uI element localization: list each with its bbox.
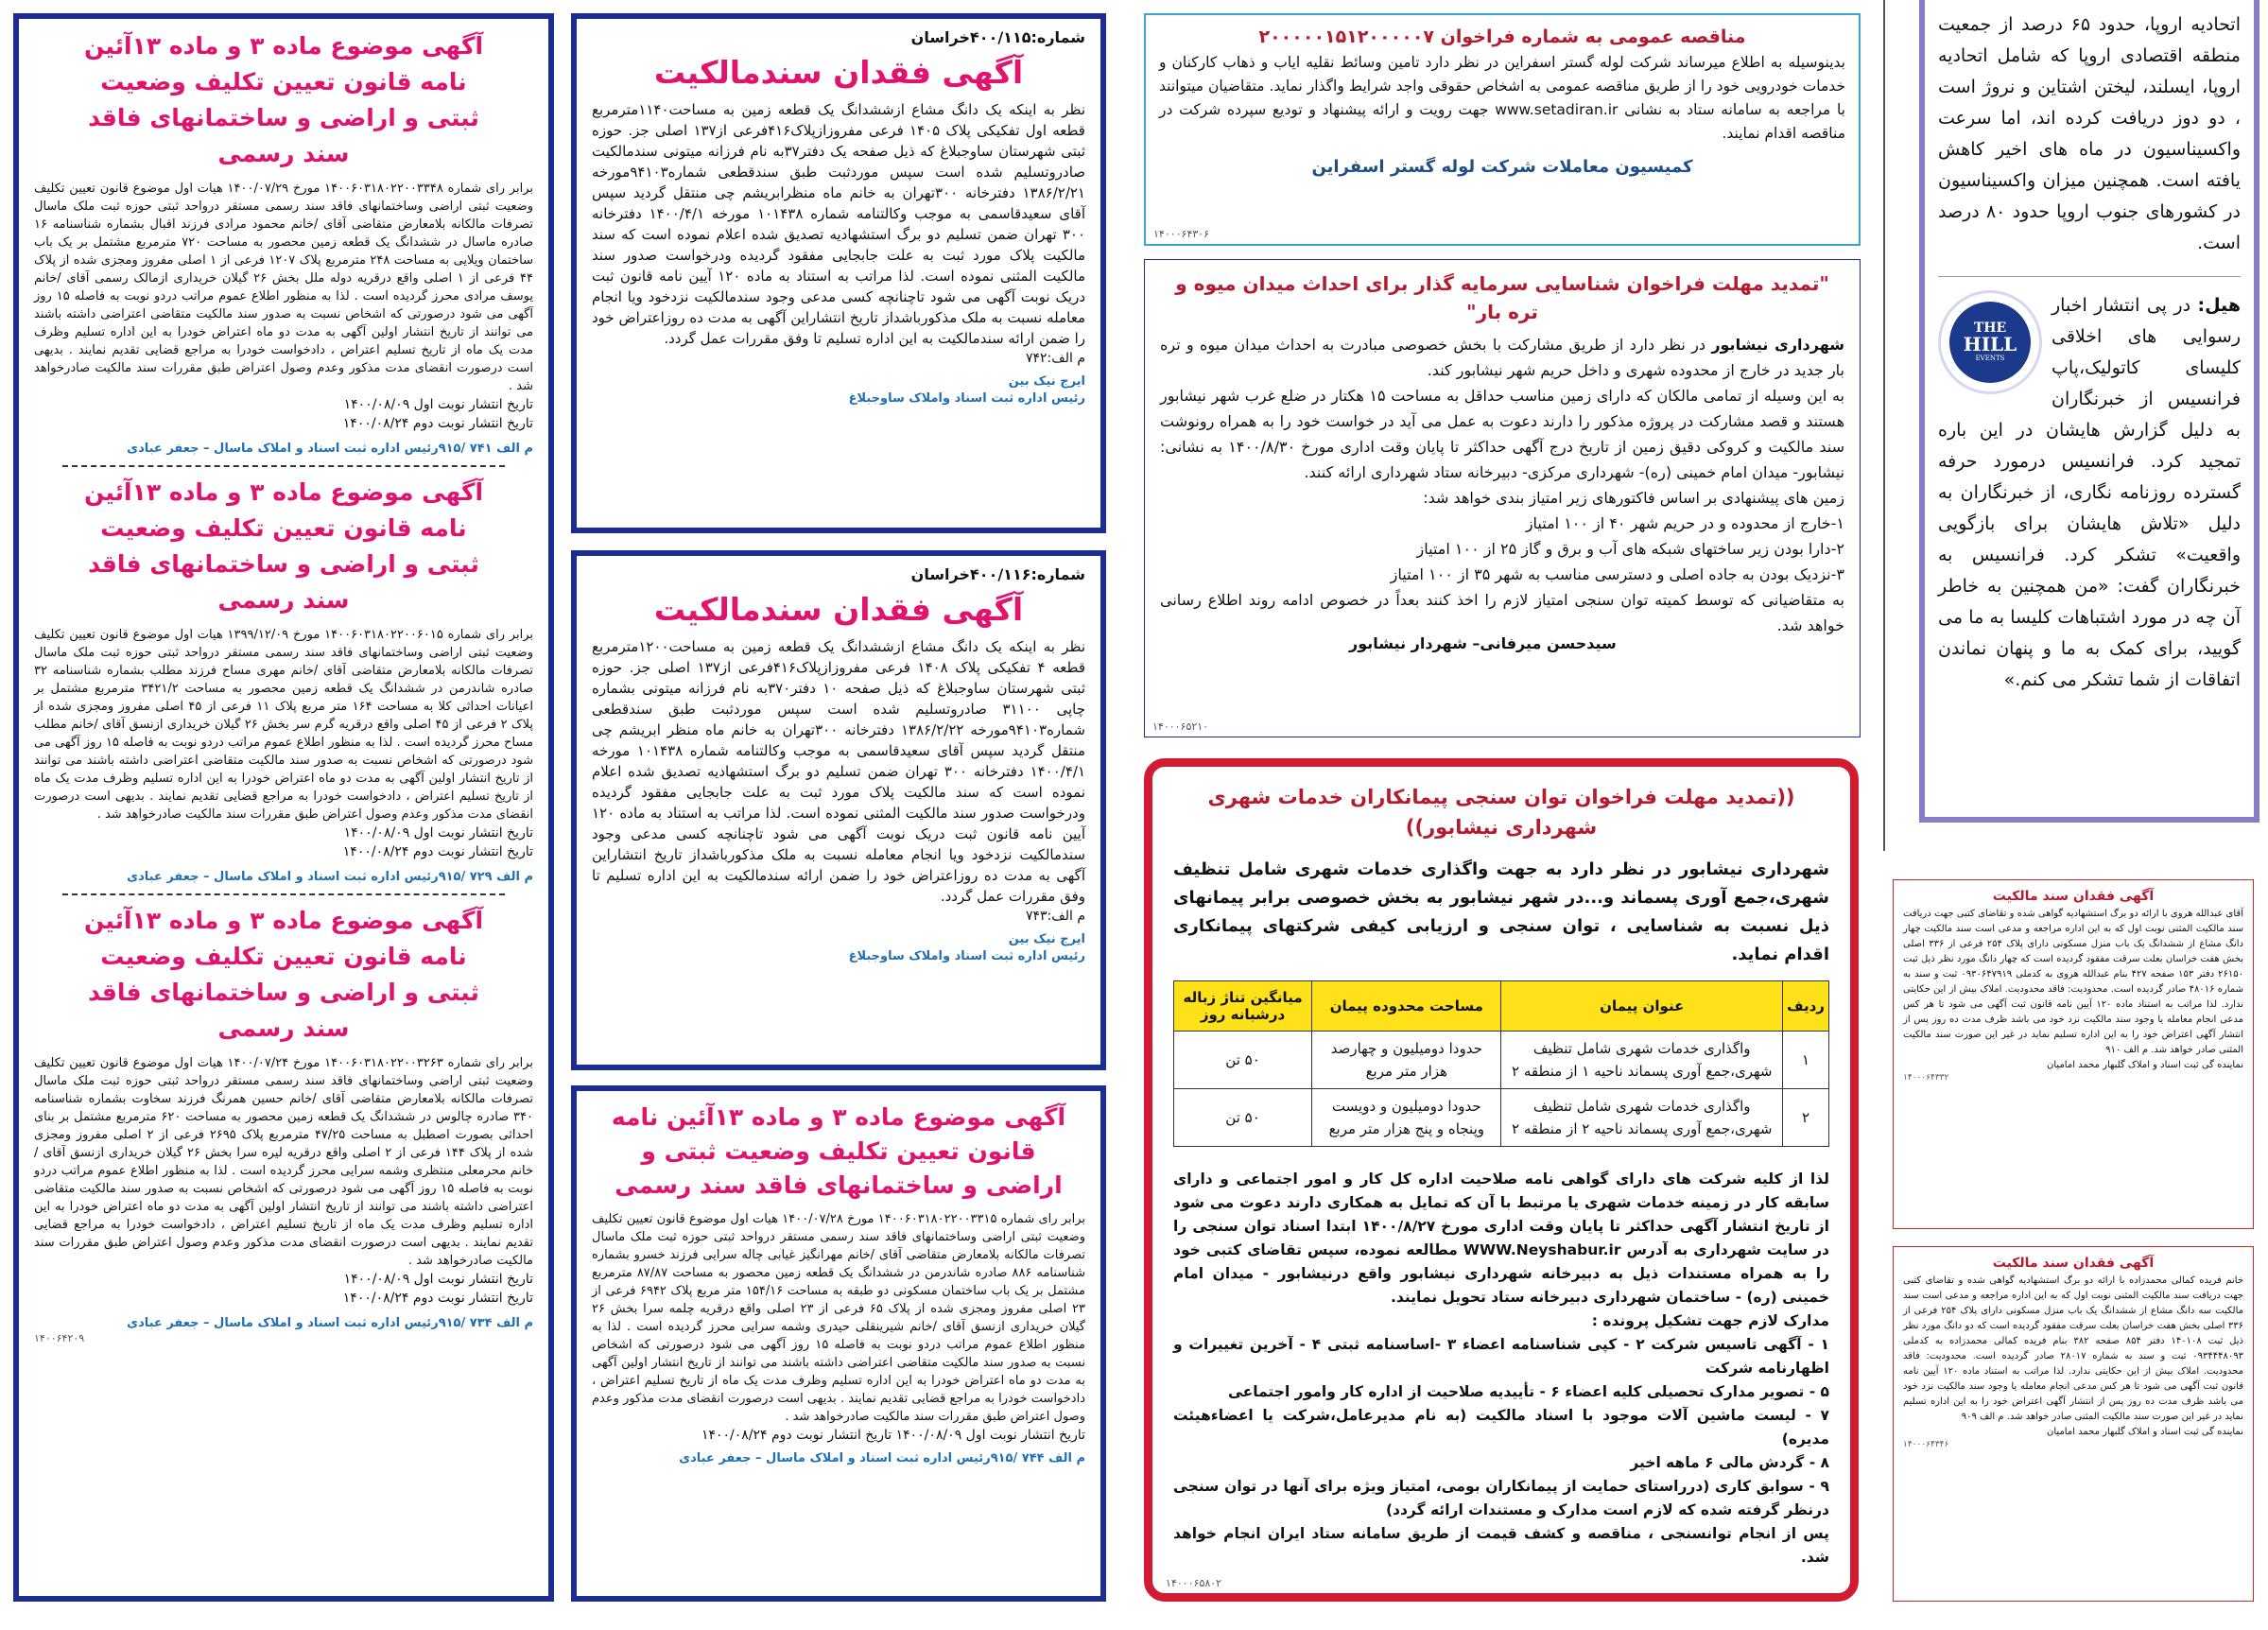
cleaning-doc-item: ۸ - گردش مالی ۶ ماهه اخیر <box>1630 1454 1829 1471</box>
col1-ad3-date2: تاریخ انتشار نوبت دوم ۱۴۰۰/۰۸/۲۴ <box>342 1291 533 1306</box>
col1-ad2-title: آگهی موضوع ماده ۳ و ماده ۱۳آئین نامه قانون تعیین تکلیف وضعیت ثبتی و اراضی و ساختمانهای فاقد سند رسمی <box>83 478 484 614</box>
table-header: مساحت محدوده پیمان <box>1312 981 1501 1032</box>
tender-code: ۱۴۰۰۰۶۴۳۰۶ <box>1153 228 1210 240</box>
the-hill-logo <box>1938 290 2042 394</box>
col1-ad3-signature: م الف ۷۳۴ /۹۱۵رئیس اداره ثبت اسناد و املاک ماسال – جعفر عبادی <box>127 1316 533 1330</box>
fruit-market-signature: سیدحسن میرفانی– شهردار نیشابور <box>1349 634 1617 652</box>
table-header-row <box>1174 981 1829 1032</box>
cleaning-code: ۱۴۰۰۰۶۵۸۰۲ <box>1166 1577 1222 1589</box>
col2-ad3-panel <box>571 1085 1106 1602</box>
lost2-signature: نماینده گی ثبت اسناد و املاک گلبهار محمد امامیان <box>2047 1427 2243 1437</box>
col2-ad2-code: م الف:۷۴۳ <box>1025 909 1085 924</box>
cleaning-contractors-ad-panel <box>1144 758 1859 1602</box>
col2-ad2-sign-name: ایرج نیک بین <box>1008 932 1085 946</box>
lost2-body: خانم فریده کمالی محمدزاده با ارائه دو برگ استشهادیه گواهی شده و تقاضای کتبی جهت دریافت سند مالکیت المثنی نوبت اول که به این اداره مراجعه و مدعی است سند مالکیت سه دانگ مشاع از ششدانگ یک باب منزل مسکونی دارای پلاک ۲۵۴ فرعی از ۳۳۶ اصلی بخش هفت خراسان بعلت سرقت مفقود گردیده است که دو دانگ مورد نظر ذیل ثبت ۱۴۰۱۰۸ دفتر ۸۵۴ صفحه ۳۸۲ بنام فریده کمالی محمدزاده به کدملی ۰۹۳۴۴۴۸۰۹۳ ثبت و سند به شماره ۲۸۰۱۷ صادر گردیده است. محدودیت: فاقد محدودیت. املاک بیش از این حکایتی ندارد. لذا مراتب به استناد ماده ۱۲۰ آیین نامه قانون ثبت آگهی می شود تا هر کس مدعی انجام معامله یا وجود سند مالکیت نزد خود می باشد ظرف مدت ده روز پس از انتشار آگهی اعتراض خود را به این اداره تسلیم نماید در غیر این صورت سند مالکیت المثنی صادر خواهد شد. م الف ۹۰۹ <box>1903 1275 2243 1422</box>
lost-deed-ad2-panel <box>1893 1246 2254 1602</box>
lost1-title: آگهی فقدان سند مالکیت <box>1992 889 2155 904</box>
col1-ad3-date1: تاریخ انتشار نوبت اول ۱۴۰۰/۰۸/۰۹ <box>343 1272 533 1287</box>
col2-ad1-number: شماره:۴۰۰/۱۱۵خراسان <box>910 28 1085 46</box>
news-hill-body: در پی انتشار اخبار رسوایی های اخلاقی کلیسای کاتولیک،پاپ فرانسیس از خبرنگاران به دلیل گزارش هایشان در این باره تمجید کرد. فرانسیس درمورد حرفه گسترده روزنامه نگاری، از خبرنگاران به دلیل «تلاش هایشان برای بازگویی واقعیت» تشکر کرد. فرانسیس به خبرنگاران گفت: «من همچنین به خاطر آن چه در مورد اشتباهات کلیسا به ما می گویید، برای کمک به ما و پنهان نماندن اتفاقات از شما تشکر می کنم.» <box>1938 295 2241 690</box>
table-cell: ۲ <box>1783 1089 1829 1147</box>
col1-ad1-body: برابر رای شماره ۱۴۰۰۶۰۳۱۸۰۲۲۰۰۳۳۴۸ مورخ ۱۴۰۰/۰۷/۲۹ هیات اول موضوع قانون تعیین تکلیف وضعیت ثبتی اراضی وساختمانهای فاقد سند رسمی مستقر درواحد ثبتی حوزه ثبت ملک ماسال تصرفات مالکانه بلامعارض متقاضی آقای /خانم محمود مرادی فرزند اقبال بشماره شناسنامه ۱۶ صادره ماسال در ششدانگ یک قطعه زمین محصور به مساحت ۷۲۰ مترمربع مشتمل بر یک باب ساختمان ویلایی به مساحت ۲۴۸ مترمربع پلاک ۱۲۰۷ فرعی از ۱ اصلی مفروز ومجزی شده از پلاک ۴۴ فرعی از ۱ اصلی واقع درقریه دوله ملل بخش ۲۶ گیلان خریداری ازمالک رسمی آقای /خانم یوسف مرادی محرز گردیده است . لذا به منظور اطلاع عموم مراتب دردو نوبت به فاصله ۱۵ روز آگهی می شود درصورتی که اشخاص نسبت به صدور سند مالکیت متقاضی اعتراضی داشته باشند می توانند از تاریخ انتشار اولین آگهی به مدت دو ماه اعتراض خودرا به این اداره تسلیم وظرف مدت یک ماه از تاریخ تسلیم اعتراض ، دادخواست خودرا به مراجع قضایی تقدیم نمایند . بدیهی است درصورت انقضای مدت مذکور وعدم وصول اعتراض طبق مقررات سند مالکیت صادرخواهد شد . <box>34 182 533 393</box>
lost1-code: ۱۴۰۰۰۶۴۳۳۲ <box>1903 1073 1949 1083</box>
col2-ad3-title: آگهی موضوع ماده ۳ و ماده ۱۳آئین نامه قانون تعیین تکلیف وضعیت ثبتی و اراضی و ساختمانهای فاقد سند رسمی <box>611 1103 1066 1199</box>
fruit-market-code: ۱۴۰۰۰۶۵۲۱۰ <box>1152 720 1209 733</box>
fruit-market-body4: به متقاضیانی که توسط کمیته توان سنجی امتیاز لازم را اخذ کنند بعداً در خصوص ادامه روند اطلاع رسانی خواهد شد. <box>1160 591 1844 634</box>
col1-ad3-body: برابر رای شماره ۱۴۰۰۶۰۳۱۸۰۲۲۰۰۳۲۶۳ مورخ ۱۴۰۰/۰۷/۲۴ هیات اول موضوع قانون تعیین تکلیف وضعیت ثبتی اراضی وساختمانهای فاقد سند رسمی مستقر درواحد ثبتی حوزه ثبت ملک ماسال تصرفات مالکانه بلامعارض متقاضی آقای /خانم حسین همرنگ فرزند سخاوت بشماره شناسنامه ۳۴۰ صادره چالوس در ششدانگ یک قطعه زمین محصور به مساحت ۶۲۰ مترمربع مشتمل بر بنای احداثی بصورت اصطبل به مساحت ۴۷/۲۵ مترمربع پلاک ۲۶۹۵ فرعی از ۲ اصلی مفروز ومجزی شده از پلاک ۱۴۴ فرعی از ۲ اصلی واقع درقریه لیره سرا بخش ۲۶ گیلان خریداری ازنسق آقای /خانم محرمعلی منتظری وشمه سرایی محرز گردیده است . لذا به منظور اطلاع عموم مراتب دردو نوبت به فاصله ۱۵ روز آگهی می شود درصورتی که اشخاص نسبت به صدور سند مالکیت متقاضی اعتراضی داشته باشند می توانند از تاریخ انتشار اولین آگهی به مدت دو ماه اعتراض خودرا به این اداره تسلیم وظرف مدت یک ماه از تاریخ تسلیم اعتراض ، دادخواست خودرا به مراجع قضایی تقدیم نمایند . بدیهی است درصورت انقضای مدت مذکور وعدم وصول اعتراض طبق مقررات سند مالکیت صادرخواهد شد . <box>34 1056 534 1268</box>
col1-ad2-body: برابر رای شماره ۱۴۰۰۶۰۳۱۸۰۲۲۰۰۶۰۱۵ مورخ ۱۳۹۹/۱۲/۰۹ هیات اول موضوع قانون تعیین تکلیف وضعیت ثبتی اراضی وساختمانهای فاقد سند رسمی مستقر درواحد ثبتی حوزه ثبت ملک ماسال تصرفات مالکانه بلامعارض متقاضی آقای /خانم مهری مساح فرزند مطلب بشماره شناسنامه ۳۲ صادره شاندرمن در ششدانگ یک قطعه زمین محصور به مساحت ۳۴۲۱/۲ مترمربع مشتمل بر اعیانات احداثی کلا به مساحت ۱۶۴ متر مربع پلاک ۱۱ فرعی از ۴۵ اصلی مفروز ومجزی شده از پلاک ۲ فرعی از ۴۵ اصلی واقع درقریه گرم سر بخش ۲۶ گیلان خریداری ازنسق آقای /خانم مطلب مساح محرز گردیده است . لذا به منظور اطلاع عموم مراتب دردو نوبت به فاصله ۱۵ روز آگهی می شود درصورتی که اشخاص نسبت به صدور سند مالکیت متقاضی اعتراضی داشته باشند می توانند از تاریخ انتشار اولین آگهی به مدت دو ماه اعتراض خودرا به این اداره تسلیم وظرف مدت یک ماه از تاریخ تسلیم اعتراض ، دادخواست خودرا به مراجع قضایی تقدیم نمایند . بدیهی است درصورت انقضای مدت مذکور وعدم وصول اعتراض طبق مقررات سند مالکیت صادرخواهد شد . <box>34 628 533 822</box>
col1-ad1-title: آگهی موضوع ماده ۳ و ماده ۱۳آئین نامه قانون تعیین تکلیف وضعیت ثبتی و اراضی و ساختمانهای فاقد سند رسمی <box>83 32 484 167</box>
col2-ad2-number: شماره:۴۰۰/۱۱۶خراسان <box>910 565 1085 583</box>
table-cell: ۱ <box>1783 1032 1829 1089</box>
col2-ad2-sign-title: رئیس اداره ثبت اسناد واملاک ساوجبلاغ <box>848 949 1085 963</box>
table-cell: ۵۰ تن <box>1174 1089 1312 1147</box>
cleaning-doc-item: ۷ - لیست ماشین آلات موجود با اسناد مالکیت (به نام مدیرعامل،شرکت یا اعضاءهیئت مدیره) <box>1173 1407 1829 1448</box>
the-hill-logo-line2: HILL <box>1963 333 2017 355</box>
divider <box>62 893 505 895</box>
news-top-text: اتحادیه اروپا، حدود ۶۵ درصد از جمعیت منطقه اقتصادی اروپا که شامل اتحادیه اروپا، ایسلند، لیختن اشتاین و نروژ است ، دو دوز دریافت کرده اند، اما سرعت واکسیناسیون در ماه های اخیر کاهش یافته است. همچنین میزان واکسیناسیون در کشورهای جنوب اروپا حدود ۸۰ درصد است. <box>1938 14 2241 253</box>
col2-ad3-body: برابر رای شماره ۱۴۰۰۶۰۳۱۸۰۲۲۰۰۳۳۱۵ مورخ ۱۴۰۰/۰۷/۲۸ هیات اول موضوع قانون تعیین تکلیف وضعیت ثبتی اراضی وساختمانهای فاقد سند رسمی مستقر درواحد ثبتی حوزه ثبت ملک ماسال تصرفات مالکانه بلامعارض متقاضی آقای /خانم مهرانگیز غیابی چاله سرایی فرزند خسرو بشماره شناسنامه ۸۸۶ صادره شاندرمن در ششدانگ یک قطعه زمین محصور به مساحت ۸۷/۸۷ مترمربع مشتمل بر یک باب ساختمان مسکونی دو طبقه به مساحت ۱۵۴/۱۶ متر مربع پلاک ۶۹۴۲ فرعی از ۲۳ اصلی مفروز ومجزی شده از پلاک ۶۵ فرعی از ۲۳ اصلی واقع درقریه چلمه سرا بخش ۲۶ گیلان خریداری ازنسق آقای /خانم شیرینقلی حیدری وشمه سرایی محرز گردیده است . لذا به منظور اطلاع عموم مراتب دردو نوبت به فاصله ۱۵ روز آگهی می شود درصورتی که اشخاص نسبت به صدور سند مالکیت متقاضی اعتراضی داشته باشند می توانند از تاریخ انتشار اولین آگهی به مدت دو ماه اعتراض خودرا به این اداره تسلیم وظرف مدت یک ماه از تاریخ تسلیم اعتراض ، دادخواست خودرا به مراجع قضایی تقدیم نمایند . بدیهی است درصورت انقضای مدت مذکور وعدم وصول اعتراض طبق مقررات سند مالکیت صادرخواهد شد . <box>592 1212 1086 1424</box>
col2-ad1-sign-name: ایرج نیک بین <box>1008 374 1085 389</box>
table-cell: واگذاری خدمات شهری شامل تنظیف شهری،جمع آوری پسماند ناحیه ۲ از منطقه ۲ <box>1501 1089 1783 1147</box>
table-header: ردیف <box>1783 981 1829 1032</box>
cleaning-doc-item: ۱ - آگهی تاسیس شرکت ۲ - کپی شناسنامه اعضاء ۳ -اساسنامه ثبتی ۴ - آخرین تغییرات و اظهارنامه شرکت <box>1173 1336 1829 1377</box>
table-cell: حدودا دومیلیون و دویست وپنجاه و پنج هزار متر مربع <box>1312 1089 1501 1147</box>
cleaning-docs-title: مدارک لازم جهت تشکیل پرونده : <box>1591 1312 1829 1329</box>
fruit-market-body2: به این وسیله از تمامی مالکان که دارای زمین مناسب حداقل به مساحت ۱۵ هکتار در ضلع غرب شهر نیشابور هستند و قصد مشارکت در پروژه مذکور را دارند دعوت به عمل می آید در خواست خود را به همراه رونوشت سند مالکیت و کروکی دقیق زمین از تاریخ درج آگهی حداکثر تا پایان وقت اداری مورخ ۱۴۰۰/۸/۳۰ به نشانی: نیشابور- میدان امام خمینی (ره)- شهرداری مرکزی- دبیرخانه ستاد شهرداری ارائه کنند. <box>1160 387 1845 481</box>
news-divider <box>1938 276 2241 277</box>
cleaning-footer: پس از انجام توانسنجی ، مناقصه و کشف قیمت از طریق سامانه ستاد ایران انجام خواهد شد. <box>1173 1525 1829 1566</box>
tender-signature: کمیسیون معاملات شرکت لوله گستر اسفراین <box>1311 157 1693 177</box>
the-hill-logo-line3: EVENTS <box>1975 355 2005 362</box>
fruit-market-body3: زمین های پیشنهادی بر اساس فاکتورهای زیر امتیاز بندی خواهد شد: <box>1423 489 1844 507</box>
col2-ad1-body: نظر به اینکه یک دانگ مشاع ازششدانگ یک قطعه زمین به مساحت۱۱۴۰مترمربع قطعه اول تفکیکی پلاک ۱۴۰۵ فرعی مفروزازپلاک۴۱۶فرعی از۱۳۷ اصلی جز. حوزه ثبتی شهرستان ساوجبلاغ که ذیل صفحه یک دفتر۳۷به نام فرزانه میتونی سندمالکیت صادروتسلیم شده است سپس موردثبت طبق سندقطعی شماره۹۴۱۰۳مورخه ۱۳۸۶/۲/۲۱ دفترخانه ۳۰۰تهران به خانم ماه منظرابریشم چی منتقل گردید سپس آقای سعیدقاسمی به موجب وکالتنامه شماره ۱۰۱۴۳۸ مورخه ۱۴۰۰/۴/۱ دفترخانه ۳۰۰ تهران ضمن تسلیم دو برگ استشهادیه تصدیق شده اعلام نموده است که سند مالکیت پلاک مورد ثبت به علت جابجایی مفقود گردیده ودرخواست صدور سند مالکیت المثنی نموده است. لذا مراتب به استناد به ماده ۱۲۰ آیین نامه قانون ثبت دریک نوبت آگهی می شود تاچنانچه کسی مدعی وجود سندمالکیت نزدخود ویا انجام معامله نسبت به ملک مذکورباشداز تاریخ انتشاراین آگهی به مدت ده روزاعتراض خود را ضمن ارائه سندمالکیت به این اداره تسلیم تا وفق مقررات عمل گردد. <box>592 101 1086 347</box>
lost1-signature: نماینده گی ثبت اسناد و املاک گلبهار محمد امامیان <box>2047 1060 2243 1070</box>
col2-ad1-sign-title: رئیس اداره ثبت اسناد واملاک ساوجبلاغ <box>848 391 1085 406</box>
contracts-table <box>1173 980 1829 1147</box>
cleaning-intro: شهرداری نیشابور در نظر دارد به جهت واگذاری خدمات شهری شامل تنظیف شهری،جمع آوری پسماند و...در شهر نیشابور به بخش خصوصی برابر پیمانهای ذیل نسبت به شناسایی ، توان سنجی و ارزیابی کیفی شرکتهای پیمانکاری اقدام نماید. <box>1173 859 1829 964</box>
fruit-market-lead: شهرداری نیشابور <box>1711 336 1845 354</box>
fruit-market-title: "تمدید مهلت فراخوان شناسایی سرمایه گذار برای احداث میدان میوه و تره بار" <box>1175 272 1829 323</box>
col1-ad2-signature: م الف ۷۲۹ /۹۱۵رئیس اداره ثبت اسناد و املاک ماسال – جعفر عبادی <box>127 870 533 884</box>
col2-ad1-panel <box>571 13 1106 533</box>
col2-ad2-panel <box>571 550 1106 1070</box>
fruit-market-ad-panel <box>1144 259 1861 737</box>
col2-ad2-title: آگهی فقدان سندمالکیت <box>653 591 1024 628</box>
table-row <box>1174 1089 1829 1147</box>
lost2-code: ۱۴۰۰۰۶۴۳۴۶ <box>1903 1440 1949 1449</box>
cleaning-title: ((تمدید مهلت فراخوان توان سنجی پیمانکاران خدمات شهری شهرداری نیشابور)) <box>1207 786 1795 839</box>
table-row <box>1174 1032 1829 1089</box>
the-hill-logo-line1: THE <box>1973 321 2007 336</box>
table-header: عنوان پیمان <box>1501 981 1783 1032</box>
table-cell: واگذاری خدمات شهری شامل تنظیف شهری،جمع آوری پسماند ناحیه ۱ از منطقه ۲ <box>1501 1032 1783 1089</box>
col2-ad3-signature: م الف ۷۴۴ /۹۱۵رئیس اداره ثبت اسناد و املاک ماسال – جعفر عبادی <box>679 1451 1085 1465</box>
fruit-market-item1: ۱-خارج از محدوده و در حریم شهر ۴۰ از ۱۰۰ امتیاز <box>1525 514 1844 532</box>
col2-ad1-title: آگهی فقدان سندمالکیت <box>653 54 1024 91</box>
col1-ad2-date1: تاریخ انتشار نوبت اول ۱۴۰۰/۰۸/۰۹ <box>343 825 533 841</box>
cleaning-body: لذا از کلیه شرکت های دارای گواهی نامه صلاحیت اداره کل کار و امور اجتماعی و دارای سابقه کار در زمینه خدمات شهری یا مرتبط با آن که تمایل به همکاری دارند دعوت می شود از تاریخ انتشار آگهی حداکثر تا پایان وقت اداری مورخ ۱۴۰۰/۸/۲۷ ابتدا اسناد توان سنجی را در سایت شهرداری به آدرس WWW.Neyshabur.ir مطالعه نموده، سپس تقاضای کتبی خود را به همراه مستندات ذیل به دبیرخانه شهرداری نیشابور واقع درنیشابور - میدان امام خمینی (ره) - ساختمان شهرداری دبیرخانه ستاد تحویل نمایند. <box>1173 1170 1829 1306</box>
lost-deed-ad1-panel <box>1893 879 2254 1229</box>
col1-ad2-date2: تاریخ انتشار نوبت دوم ۱۴۰۰/۰۸/۲۴ <box>342 844 533 859</box>
lost2-title: آگهی فقدان سند مالکیت <box>1992 1256 2155 1271</box>
fruit-market-item3: ۳-نزدیک بودن به جاده اصلی و دسترسی مناسب به شهر ۳۵ از ۱۰۰ امتیاز <box>1390 565 1844 583</box>
table-cell: ۵۰ تن <box>1174 1032 1312 1089</box>
cleaning-doc-item: ۹ - سوابق کاری (درراستای حمایت از پیمانکاران بومی، امتیاز ویژه برای آنها در توان سنجی درنظر گرفته شده که لازم است مدارک و مستندات ارائه گردد) <box>1173 1478 1829 1518</box>
cleaning-doc-item: ۵ - تصویر مدارک تحصیلی کلیه اعضاء ۶ - تأییدیه صلاحیت از اداره کار وامور اجتماعی <box>1227 1383 1829 1400</box>
col1-ad1-date1: تاریخ انتشار نوبت اول ۱۴۰۰/۰۸/۰۹ <box>343 397 533 412</box>
fruit-market-item2: ۲-دارا بودن زیر ساختهای شبکه های آب و برق و گاز ۲۵ از ۱۰۰ امتیاز <box>1416 540 1844 558</box>
col1-ad1-signature: م الف ۷۴۱ /۹۱۵رئیس اداره ثبت اسناد و املاک ماسال – جعفر عبادی <box>127 442 533 456</box>
news-hill-lead: هیل: <box>2197 295 2241 316</box>
col1-ad3-title: آگهی موضوع ماده ۳ و ماده ۱۳آئین نامه قانون تعیین تکلیف وضعیت ثبتی و اراضی و ساختمانهای فاقد سند رسمی <box>83 907 484 1042</box>
table-cell: حدودا دومیلیون و چهارصد هزار متر مربع <box>1312 1032 1501 1089</box>
tender-title: مناقصه عمومی به شماره فراخوان ۲۰۰۰۰۰۱۵۱۲۰۰۰۰۰۷ <box>1258 26 1746 47</box>
table-header: میانگین تناژ زباله درشبانه روز <box>1174 981 1312 1032</box>
col1-code: ۱۴۰۰۶۴۲۰۹ <box>34 1332 85 1344</box>
column-separator <box>1883 0 1885 851</box>
col1-ad1-date2: تاریخ انتشار نوبت دوم ۱۴۰۰/۰۸/۲۴ <box>342 416 533 431</box>
lost1-body: آقای عبدالله هروی با ارائه دو برگ استشهادیه گواهی شده و تقاضای کتبی جهت دریافت سند مالکیت المثنی نوبت اول که به این اداره مراجعه و مدعی است سند مالکیت چهار دانگ مشاع از ششدانگ یک باب منزل مسکونی دارای پلاک ۲۵۴ فرعی از ۳۳۶ اصلی بخش هفت خراسان بعلت سرقت مفقود گردیده است که چهار دانگ مورد نظر ذیل ثبت ۲۶۱۵۰ دفتر ۱۵۳ صفحه ۴۲۷ بنام عبدالله هروی به کدملی ۰۹۳۰۶۴۷۹۱۹ ثبت و سند به شماره ۴۸۰۱۶ صادر گردیده است. محدودیت: فاقد محدودیت. املاک بیش از این حکایتی ندارد. لذا مراتب به استناد ماده ۱۲۰ آیین نامه قانون ثبت آگهی می شود تا هر کس مدعی انجام معامله یا وجود سند مالکیت نزد خود می باشد ظرف مدت ده روز پس از انتشار آگهی اعتراض خود را به این اداره تسلیم نماید در غیر این صورت سند مالکیت المثنی صادر خواهد شد. م الف ۹۱۰ <box>1903 909 2244 1055</box>
col2-ad1-code: م الف:۷۴۲ <box>1025 351 1085 366</box>
divider <box>62 465 505 467</box>
tender-body: بدینوسیله به اطلاع میرساند شرکت لوله گستر اسفراین در نظر دارد تامین وسائط نقلیه ایاب و ذهاب کارکنان و خدمات خودرویی خود را از طریق مناقصه عمومی به اشخاص حقوقی واجد شرایط واگذار نماید. متقاضیان میتوانند با مراجعه به سامانه ستاد به نشانی www.setadiran.ir جهت رویت و ارائه پیشنهاد و تودیع سپرده شرکت در مناقصه اقدام نمایند. <box>1159 54 1845 142</box>
fruit-market-intro <box>1160 332 1844 383</box>
fruit-market-body1: در نظر دارد از طریق مشارکت با بخش خصوصی مبادرت به احداث میدان میوه و تره بار جدید در خارج از محدوده شهری و داخل حریم شهر نیشابور کند. <box>1160 336 1844 379</box>
col2-ad2-body: نظر به اینکه یک دانگ مشاع ازششدانگ یک قطعه زمین به مساحت۱۲۰۰مترمربع قطعه ۴ تفکیکی پلاک ۱۴۰۸ فرعی مفروزازپلاک۴۱۶فرعی از۱۳۷ اصلی جز. حوزه ثبتی شهرستان ساوجبلاغ که ذیل صفحه ۱۰ دفتر۳۷۰به نام فرزانه میتونی بشماره چاپی ۳۱۱۰۰ صادروتسلیم شده است سپس موردثبت طبق سندقطعی شماره۹۴۱۰۳مورخه ۱۳۸۶/۲/۲۲ دفترخانه ۳۰۰تهران به خانم ماه منظر ابریشم چی منتقل گردید سپس آقای سعیدقاسمی به موجب وکالتنامه شماره ۱۰۱۴۳۸ مورخه ۱۴۰۰/۴/۱ دفترخانه ۳۰۰ تهران ضمن تسلیم دو برگ استشهادیه تصدیق شده اعلام نموده است که سند مالکیت پلاک مورد ثبت به علت جابجایی مفقود گردیده ودرخواست صدور سند مالکیت المثنی نموده است. لذا مراتب به استناد به ماده ۱۲۰ آیین نامه قانون ثبت دریک نوبت آگهی می شود تاچنانچه کسی مدعی وجود سندمالکیت نزدخود ویا انجام معامله نسبت به ملک مذکورباشداز تاریخ انتشاراین آگهی به مدت ده روزاعتراض خود را ضمن ارائه سندمالکیت به این اداره تسلیم تا وفق مقررات عمل گردد. <box>592 638 1086 905</box>
tender-ad-panel <box>1144 13 1861 246</box>
col1-ads-panel <box>13 13 554 1602</box>
col2-ad3-dates: تاریخ انتشار نوبت اول ۱۴۰۰/۰۸/۰۹ تاریخ انتشار نوبت دوم ۱۴۰۰/۰۸/۲۴ <box>701 1428 1085 1443</box>
news-panel <box>1919 0 2259 823</box>
